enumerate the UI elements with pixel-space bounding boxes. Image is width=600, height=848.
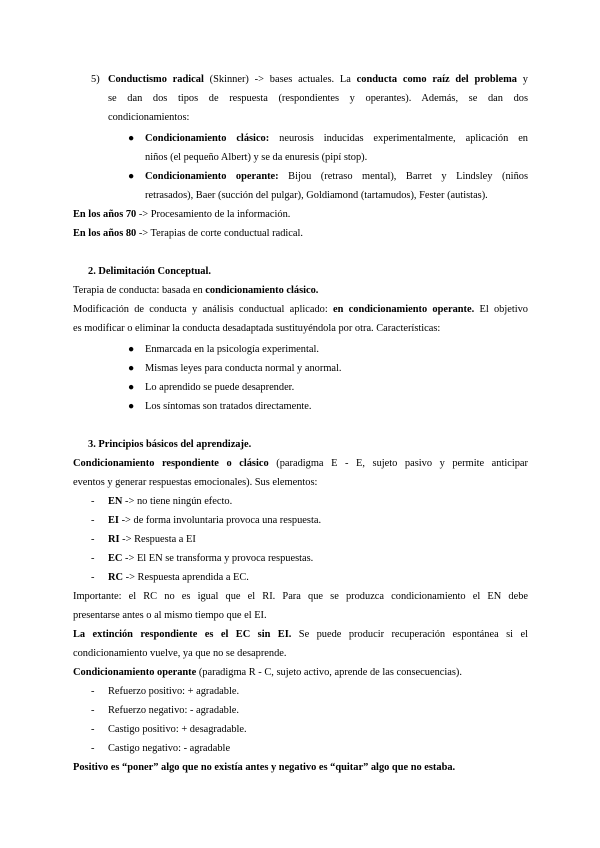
operant-line: Condicionamiento operante (paradigma R - C, sujeto activo, aprende de las consecuencias). xyxy=(73,667,462,678)
dash-marker: - xyxy=(91,572,95,583)
bullet-icon: ● xyxy=(128,133,135,144)
dash-marker: - xyxy=(91,705,95,716)
respondiente-line1: Condicionamiento respondiente o clásico (paradigma E - E, sujeto pasivo y permite anticipar xyxy=(73,458,528,469)
important-line2: presentarse antes o al mismo tiempo que el EI. xyxy=(73,610,267,621)
dash-marker: - xyxy=(91,743,95,754)
bullet-icon: ● xyxy=(128,344,135,355)
years-80-line: En los años 80 -> Terapias de corte conductual radical. xyxy=(73,228,304,239)
final-statement: Positivo es “poner” algo que no existía antes y negativo es “quitar” algo que no estaba. xyxy=(73,762,456,773)
dash-marker: - xyxy=(91,686,95,697)
term-conductismo-radical: Conductismo radical xyxy=(108,74,204,85)
extinction-line1: La extinción respondiente es el EC sin EI. Se puede producir recuperación espontánea si el xyxy=(73,629,528,640)
list-item: Mismas leyes para conducta normal y anormal. xyxy=(145,363,342,374)
bullet-operante-line2: retrasados), Baer (succión del pulgar), Goldiamond (tartamudos), Fester (autistas). xyxy=(145,190,488,201)
important-line1: Importante: el RC no es igual que el RI. Para que se produzca condicionamiento el EN debe xyxy=(73,591,528,602)
list-item: Castigo positivo: + desagradable. xyxy=(108,724,247,735)
bullet-icon: ● xyxy=(128,363,135,374)
item5-line1: Conductismo radical (Skinner) -> bases actuales. La conducta como raíz del problema y xyxy=(108,74,528,85)
list-item: Refuerzo negativo: - agradable. xyxy=(108,705,239,716)
list-item: EI -> de forma involuntaria provoca una respuesta. xyxy=(108,515,322,526)
section2-line2: Modificación de conducta y análisis conductual aplicado: en condicionamiento operante. El objetivo xyxy=(73,304,529,315)
bullet-clasico-line2: niños (el pequeño Albert) y se da enuresis (pipí stop). xyxy=(145,152,368,163)
dash-marker: - xyxy=(91,553,95,564)
dash-marker: - xyxy=(91,496,95,507)
item5-line3: condicionamientos: xyxy=(108,112,190,123)
bullet-operante-line1: Condicionamiento operante: Bijou (retraso mental), Barret y Lindsley (niños xyxy=(145,171,528,182)
list-item: Lo aprendido se puede desaprender. xyxy=(145,382,295,393)
section-3-heading: 3. Principios básicos del aprendizaje. xyxy=(88,439,252,450)
dash-marker: - xyxy=(91,534,95,545)
list-item: EC -> El EN se transforma y provoca respuestas. xyxy=(108,553,314,564)
list-item: Refuerzo positivo: + agradable. xyxy=(108,686,240,697)
bullet-icon: ● xyxy=(128,382,135,393)
bullet-clasico-line1: Condicionamiento clásico: neurosis inducidas experimentalmente, aplicación en xyxy=(145,133,528,144)
bullet-icon: ● xyxy=(128,401,135,412)
respondiente-line2: eventos y generar respuestas emocionales). Sus elementos: xyxy=(73,477,318,488)
dash-marker: - xyxy=(91,515,95,526)
list-number: 5) xyxy=(91,74,100,85)
dash-marker: - xyxy=(91,724,95,735)
list-item: Enmarcada en la psicología experimental. xyxy=(145,344,319,355)
term-conducta-raiz: conducta como raíz del problema xyxy=(356,74,518,85)
extinction-line2: condicionamiento vuelve, ya que no se desaprende. xyxy=(73,648,287,659)
section2-line1: Terapia de conducta: basada en condicionamiento clásico. xyxy=(73,285,319,296)
list-item: EN -> no tiene ningún efecto. xyxy=(108,496,233,507)
list-item: Castigo negativo: - agradable xyxy=(108,743,231,754)
years-70-line: En los años 70 -> Procesamiento de la información. xyxy=(73,209,291,220)
list-item: RI -> Respuesta a EI xyxy=(108,534,196,545)
bullet-icon: ● xyxy=(128,171,135,182)
list-item: Los síntomas son tratados directamente. xyxy=(145,401,312,412)
section-2-heading: 2. Delimitación Conceptual. xyxy=(88,266,211,277)
section2-line3: es modificar o eliminar la conducta desadaptada sustituyéndola por otra. Características: xyxy=(73,323,441,334)
list-item: RC -> Respuesta aprendida a EC. xyxy=(108,572,249,583)
item5-line2: se dan dos tipos de respuesta (respondientes y operantes). Además, se dan dos xyxy=(108,93,528,104)
